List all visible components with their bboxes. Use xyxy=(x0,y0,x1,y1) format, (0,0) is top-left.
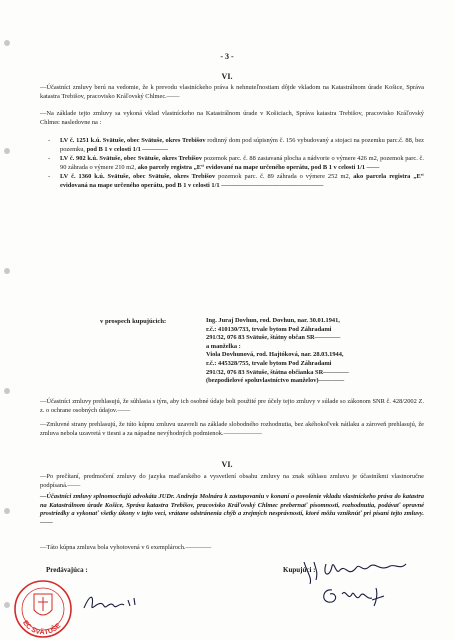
paragraph-transfer-notice: —Účastníci zmluvy berú na vedomie, že k prevodu vlastníckeho práva k nehnuteľnostiam dôjde vkladom na Katastrálnom úrade Košice, Správa katastra Trebišov, pracovisko Kráľovský Chlmec.—— xyxy=(40,84,424,100)
binding-holes xyxy=(0,0,14,640)
buyer-line: r.č.: 445328/755, trvale bytom Pod Záhradami xyxy=(206,359,332,367)
buyer-signature-2 xyxy=(312,584,402,608)
buyer-details xyxy=(206,317,424,386)
section-heading-vi: VI. xyxy=(221,460,233,469)
buyer-line: a manželka : xyxy=(206,342,241,350)
buyer-line: (bezpodielové spoluvlastníctvo manželov)———— xyxy=(206,377,345,385)
buyer-signature-1 xyxy=(300,556,410,586)
stamp-text: EC SVÄTUŠE xyxy=(21,619,63,637)
paragraph-copies: —Táto kúpna zmluva bola vyhotovená v 6 exemplároch.———— xyxy=(40,544,212,551)
binding-hole xyxy=(4,602,10,608)
paragraph-registration-intro: —Na základe tejto zmluvy sa vykoná vklad vlastníckeho na Katastrálnom úrade v Košiciach, Správa katastra Trebišov, pracovisko Kráľovský Chlmec nasledovne na : xyxy=(40,110,424,126)
buyer-line: Ing. Juraj Dovhun, rod. Dovhun, nar. 30.01.1941, xyxy=(206,317,340,324)
municipal-stamp xyxy=(12,578,74,640)
binding-hole xyxy=(4,40,10,46)
seller-sign-label: Predávajúca : xyxy=(46,566,88,574)
buyer-sign-label: Kupujúci : xyxy=(283,566,316,574)
property-item: - LV č. 902 k.ú. Svätuše, obec Svätuše, okres Trebišov pozemok parc. č. 88 zastavaná plocha a nádvorie o výmere 426 m2, pozemok parc. č. 90 záhrada o výmere 210 m2, ako parcely registra „E“ evidované na mape určeného operátu, pod B 1 v celosti 1/1 —— xyxy=(48,155,424,172)
binding-hole xyxy=(4,148,10,154)
buyer-line: r.č.: 410130/733, trvale bytom Pod Záhradami xyxy=(206,325,332,333)
buyer-label: v prospech kupujúcich: xyxy=(100,318,167,325)
paragraph-reading: —Po prečítaní, predmočení zmluvy do jazyka maďarského a vysvetlení obsahu zmluvy na znak súhlasu zmluvu je účastníkmi vlastnoručne podpísaná.—— xyxy=(40,473,424,489)
binding-hole xyxy=(4,388,10,394)
property-item: - LV č. 1251 k.ú. Svätuše, obec Svätuše, okres Trebišov rodinný dom pod súpisným č. 156 vybudovaný a stojaci na pozemku parc.č. 88, bez pozemku, pod B 1 v celosti 1/1 ———— xyxy=(48,137,424,154)
paragraph-personal-data: —Účastníci zmluvy prehlasujú, že súhlasia s tým, aby ich osobné údaje boli použité pre účely tejto zmluvy v súlade so zákonom SNR č. 428/2002 Z. z. o ochrane osobných údajov.—— xyxy=(40,398,424,414)
buyer-line: Viola Dovhunová, rod. Hajtóková, nar. 28.03.1944, xyxy=(206,351,344,359)
binding-hole xyxy=(4,268,10,274)
cross-icon xyxy=(38,597,48,611)
property-item: - LV č. 1360 k.ú. Svätuše, obec Svätuše, okres Trebišov pozemok parc. č. 89 záhrada o výmere 252 m2, ako parcela registra „E“ evidovaná na mape určeného operátu, pod B 1 v celosti 1/1 ———————————————— xyxy=(48,173,424,190)
section-heading-v: VI. xyxy=(221,72,233,81)
binding-hole xyxy=(4,508,10,514)
buyer-line: 291/32, 076 83 Svätuše, štátna občianka SR———— xyxy=(206,368,349,376)
paragraph-power-of-attorney: —Účastníci zmluvy splnomocňujú advokáta JUDr. Andreja Molnára k zastupovaniu v konaní o povolenie vkladu vlastníckeho práva do katastra na Katastrálnom úrade Košice, Správa katastra Trebišov, pracovisko Kráľovský Chlmec prebernať písomnosti, rozhodnutia, podávať opravné prostriedky a vykonať všetky úkony v tejto veci, vrátane odstránenia chýb a zrejmých nesprávností, ktoré môžu vzniknúť pri písaní tejto zmluvy.—— xyxy=(40,493,424,526)
buyer-line: 291/32, 076 83 Svätuše, štátny občan SR———— xyxy=(206,334,341,342)
paragraph-free-will: —Zmluvné strany prehlasujú, že túto kúpnu zmluvu uzavreli na základe slobodného rozhodnutia, bez akéhokoľvek nátlaku a zároveň prehlasujú, že zmluva nebola uzavretá v tiesni a za nápadne nevýhodných podmienok.—————— xyxy=(40,421,424,437)
seller-signature xyxy=(80,588,150,616)
page-number: - 3 - xyxy=(220,52,234,61)
property-list xyxy=(48,137,424,192)
